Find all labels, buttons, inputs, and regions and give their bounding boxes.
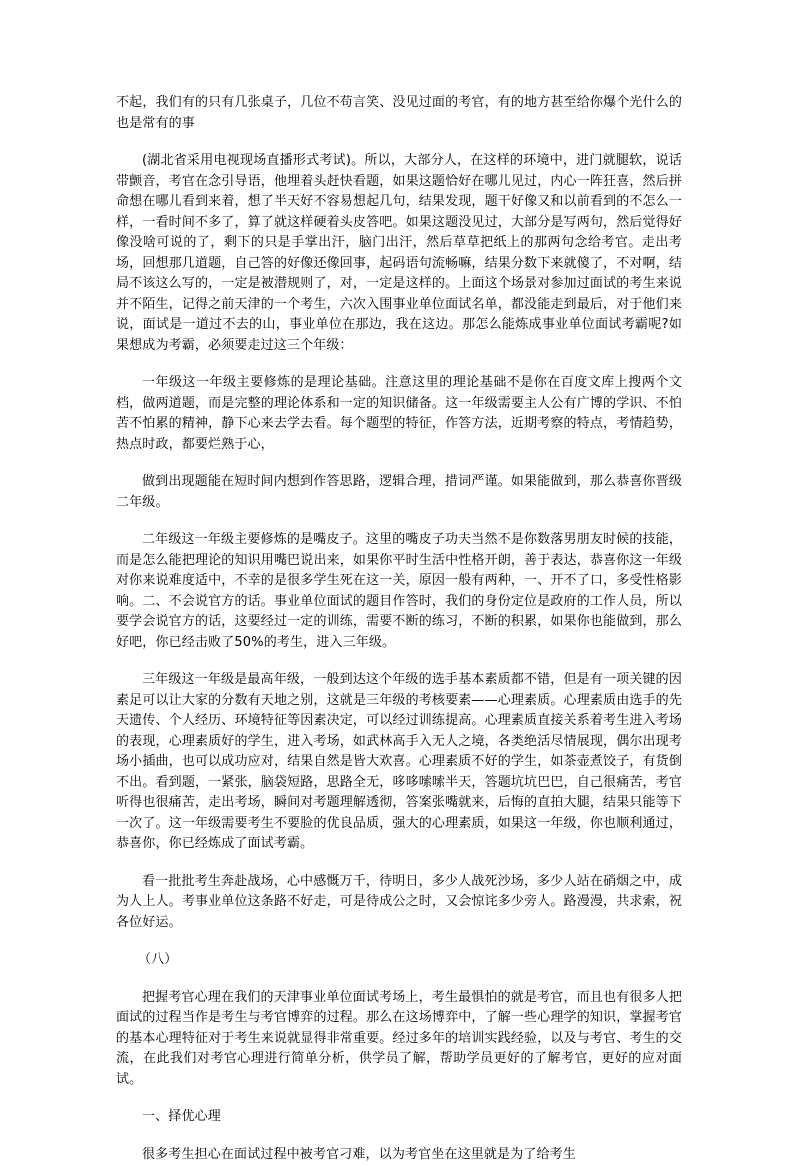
document-page xyxy=(116,93,682,1165)
paragraph-intro-continuation: 不起，我们有的只有几张桌子，几位不苟言笑、没见过面的考官，有的地方甚至给你爆个光什么的也是常有的事 xyxy=(116,93,682,134)
paragraph-third-grade: 三年级这一年级是最高年级，一般到达这个年级的选手基本素质都不错，但是有一项关键的因素足可以让大家的分数有天地之别，这就是三年级的考核要素——心理素质。心理素质由选手的先天遗传、个人经历、环境特征等因素决定，可以经过训练提高。心理素质直接关系着考生进入考场的表现，心理素质好的学生，进入考场，如武林高手入无人之境，各类绝活尽情展现，偶尔出现考场小插曲，也可以成功应对，结果自然是皆大欢喜。心理素质不好的学生，如茶壶煮饺子，有货倒不出。看到题，一紧张，脑袋短路，思路全无，哆哆嗦嗦半天，答题坑坑巴巴，自己很痛苦，考官听得也很痛苦，走出考场，瞬间对考题理解透彻，答案张嘴就来，后悔的直拍大腿，结果只能等下一次了。这一年级需要考生不要脸的优良品质，强大的心理素质，如果这一年级，你也顺利通过，恭喜你，你已经炼成了面试考霸。 xyxy=(116,670,682,855)
subheading-selection-psychology: 一、择优心理 xyxy=(116,1107,682,1128)
paragraph-second-grade: 二年级这一年级主要修炼的是嘴皮子。这里的嘴皮子功夫当然不是你数落男朋友时候的技能，而是怎么能把理论的知识用嘴巴说出来，如果你平时生活中性格开朗，善于表达，恭喜你这一年级对你来说难度适中，不幸的是很多学生死在这一关，原因一般有两种，一、开不了口，多受性格影响。二、不会说官方的话。事业单位面试的题目作答时，我们的身份定位是政府的工作人员，所以要学会说官方的话，这要经过一定的训练，需要不断的练习，不断的积累，如果你也能做到，那么好吧，你已经击败了50%的考生，进入三年级。 xyxy=(116,530,682,653)
section-number-heading: （八） xyxy=(116,950,682,971)
paragraph-first-grade: 一年级这一年级主要修炼的是理论基础。注意这里的理论基础不是你在百度文库上搜两个文档，做两道题，而是完整的理论体系和一定的知识储备。这一年级需要主人公有广博的学识、不怕苦不怕累的精神，静下心来去学去看。每个题型的特征，作答方法，近期考察的特点，考情趋势，热点时政，都要烂熟于心， xyxy=(116,373,682,455)
paragraph-candidate-worry: 很多考生担心在面试过程中被考官刁难，以为考官坐在这里就是为了给考生 xyxy=(116,1145,682,1165)
paragraph-first-grade-continued: 做到出现题能在短时间内想到作答思路，逻辑合理，措词严谨。如果能做到，那么恭喜你晋级二年级。 xyxy=(116,472,682,513)
paragraph-exam-scene: (湖北省采用电视现场直播形式考试)。所以，大部分人，在这样的环境中，进门就腿软，说话带颤音，考官在念引导语，他埋着头赶快看题，如果这题恰好在哪儿见过，内心一阵狂喜，然后拼命想在哪儿看到来着，想了半天好不容易想起几句，结果发现，题干好像又和以前看到的不怎么一样，一看时间不多了，算了就这样硬着头皮答吧。如果这题没见过，大部分是写两句，然后觉得好像没啥可说的了，剩下的只是手掌出汗，脑门出汗，然后草草把纸上的那两句念给考官。走出考场，回想那几道题，自己答的好像还像回事，起码语句流畅嘛，结果分数下来就傻了，不对啊，结局不该这么写的，一定是被潜规则了，对，一定是这样的。上面这个场景对参加过面试的考生来说并不陌生，记得之前天津的一个考生，六次入围事业单位面试名单，都没能走到最后，对于他们来说，面试是一道过不去的山，事业单位在那边，我在这边。那怎么能炼成事业单位面试考霸呢?如果想成为考霸，必须要走过这三个年级： xyxy=(116,151,682,356)
paragraph-examiner-psychology: 把握考官心理在我们的天津事业单位面试考场上，考生最惧怕的就是考官，而且也有很多人把面试的过程当作是考生与考官博弈的过程。那么在这场博弈中，了解一些心理学的知识，掌握考官的基本心理特征对于考生来说就显得非常重要。经过多年的培训实践经验，以及与考官、考生的交流，在此我们对考官心理进行简单分析，供学员了解，帮助学员更好的了解考官，更好的应对面试。 xyxy=(116,988,682,1091)
paragraph-closing: 看一批批考生奔赴战场，心中感慨万千，待明日，多少人战死沙场，多少人站在硝烟之中，成为人上人。考事业单位这条路不好走，可是待成公之时，又会惊诧多少旁人。路漫漫，共求索，祝各位好运。 xyxy=(116,872,682,934)
